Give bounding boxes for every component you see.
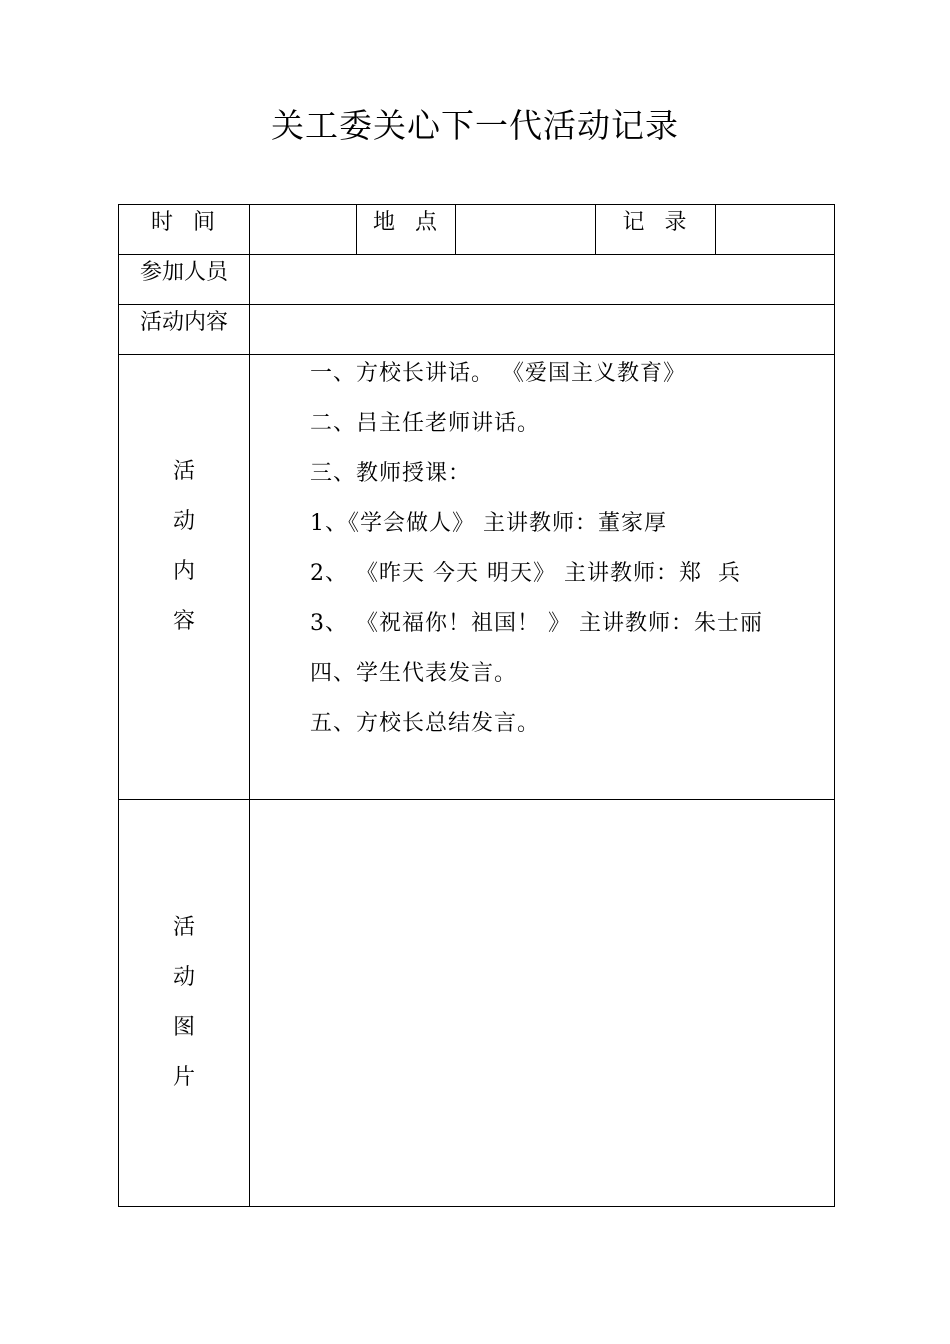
activity-content-row [119,355,835,800]
recorder-label: 记 录 [596,205,716,255]
participants-value-cell [250,255,835,305]
vertical-char: 动 [172,509,195,534]
vertical-char: 动 [172,965,195,990]
participants-row [119,255,835,305]
content-line: 1、《学会做人》 主讲教师：董家厚 [310,511,667,536]
content-line: 二、吕主任老师讲话。 [310,411,541,436]
activity-record-table [118,204,835,1207]
time-label: 时 间 [119,205,250,255]
content-line: 一、方校长讲话。 《爱国主义教育》 [310,361,686,386]
place-value-cell [456,205,596,255]
recorder-value-cell [716,205,835,255]
content-line: 三、教师授课： [310,461,472,486]
activity-photo-area [250,800,835,1207]
activity-photo-row [119,800,835,1207]
participants-label: 参加人员 [119,255,250,305]
activity-photo-label-cell [119,800,250,1207]
content-line: 3、 《祝福你！祖国！ 》 主讲教师：朱士丽 [310,611,763,636]
vertical-char: 片 [172,1065,195,1090]
content-line: 五、方校长总结发言。 [310,711,541,736]
vertical-char: 容 [172,609,195,634]
header-row [119,205,835,255]
activity-photo-vertical-label [119,800,249,1206]
document-title: 关工委关心下一代活动记录 [271,106,679,145]
vertical-char: 活 [172,459,195,484]
vertical-char: 图 [172,1015,195,1040]
activity-topic-label: 活动内容 [119,305,250,355]
vertical-char: 内 [172,559,195,584]
vertical-char: 活 [172,915,195,940]
activity-content-vertical-label [119,325,249,829]
place-label: 地 点 [357,205,456,255]
activity-topic-value-cell [250,305,835,355]
content-line: 2、 《昨天 今天 明天》 主讲教师：郑 兵 [310,561,741,586]
activity-content-label-cell [119,355,250,800]
content-line: 四、学生代表发言。 [310,661,518,686]
activity-content-body [250,355,835,800]
activity-content-lines [250,355,834,759]
time-value-cell [250,205,357,255]
